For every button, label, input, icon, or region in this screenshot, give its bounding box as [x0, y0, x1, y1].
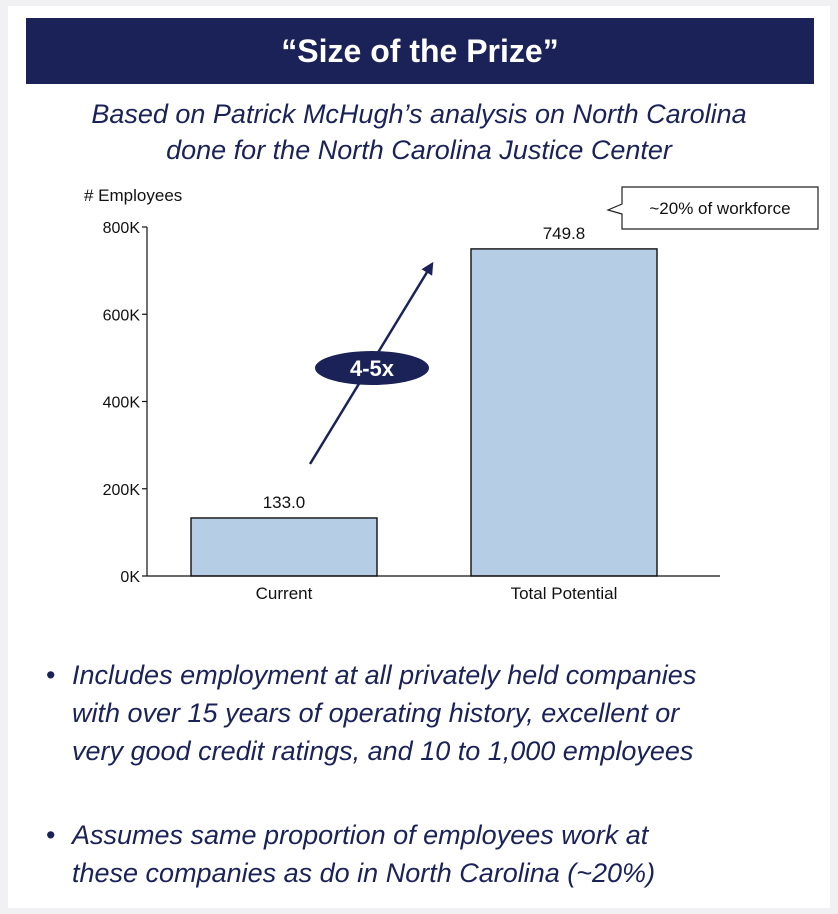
y-tick-label: 0K: [120, 569, 140, 586]
bullet-item-1: [44, 656, 824, 770]
bullet-2-line-1: Assumes same proportion of employees work at: [72, 820, 649, 850]
x-category-label: Current: [255, 584, 313, 603]
bullet-2-line-2: these companies as do in North Carolina (~20%): [72, 858, 656, 888]
bullet-1-line-1: Includes employment at all privately held companies: [72, 660, 697, 690]
x-category-label: Total Potential: [510, 584, 618, 603]
bullet-1-line-3: very good credit ratings, and 10 to 1,000 employees: [72, 736, 694, 766]
callout-label: ~20% of workforce: [649, 199, 791, 218]
y-tick-label: 600K: [102, 307, 140, 325]
y-tick-label: 800K: [102, 220, 140, 237]
bar-2: [471, 249, 657, 576]
bullet-list: [44, 656, 824, 892]
subtitle-line-1: Based on Patrick McHugh’s analysis on North Carolina: [91, 99, 747, 129]
bullet-dot-icon: •: [46, 660, 56, 690]
multiplier-label: 4-5x: [349, 356, 395, 381]
bullet-dot-icon: •: [46, 820, 56, 850]
y-tick-label: 200K: [102, 481, 140, 499]
slide: [8, 6, 830, 908]
bar-chart: [8, 6, 830, 646]
bar-value-label: 133.0: [262, 492, 306, 512]
bar-1: [191, 518, 377, 576]
y-axis-label: # Employees: [84, 186, 183, 205]
slide-title: “Size of the Prize”: [281, 32, 559, 69]
bullet-1-line-2: with over 15 years of operating history, excellent or: [72, 698, 680, 728]
bullet-item-2: [44, 816, 824, 892]
y-tick-label: 400K: [102, 394, 140, 412]
bar-value-label: 749.8: [542, 223, 586, 243]
subtitle-line-2: done for the North Carolina Justice Center: [166, 135, 672, 165]
